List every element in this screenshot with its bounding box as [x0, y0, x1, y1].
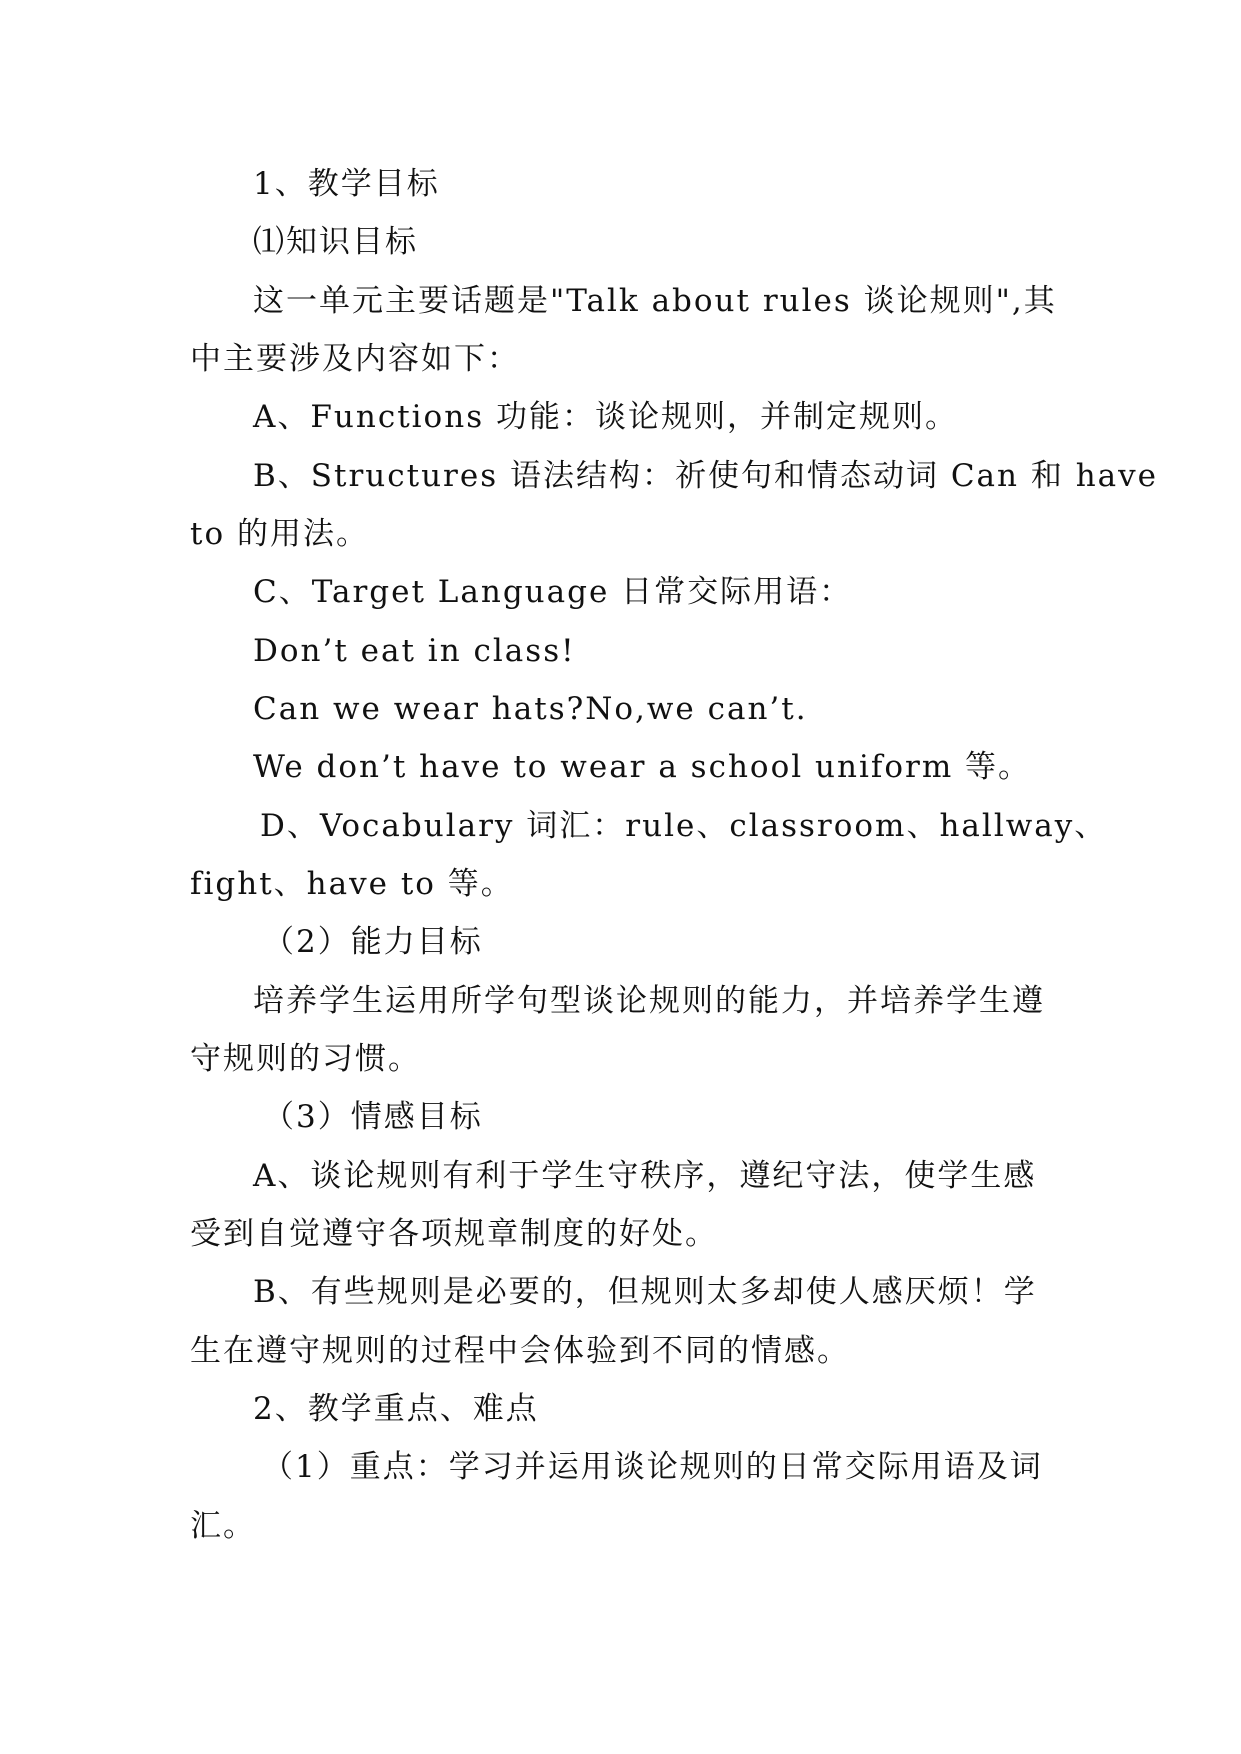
paragraph-line: fight、have to 等。 [190, 866, 514, 902]
paragraph-line: B、有些规则是必要的，但规则太多却使人感厌烦！学 [253, 1274, 1037, 1310]
paragraph-line: D、Vocabulary 词汇：rule、classroom、hallway、 [260, 808, 1108, 844]
paragraph-line: 生在遵守规则的过程中会体验到不同的情感。 [190, 1333, 850, 1369]
paragraph-line: A、谈论规则有利于学生守秩序，遵纪守法，使学生感 [253, 1158, 1037, 1194]
paragraph-line: 受到自觉遵守各项规章制度的好处。 [190, 1216, 718, 1252]
subheading-ability-goals: （2）能力目标 [263, 924, 483, 960]
paragraph-line: （1）重点：学习并运用谈论规则的日常交际用语及词 [262, 1449, 1043, 1485]
paragraph-line: 中主要涉及内容如下： [190, 341, 520, 377]
paragraph-line: B、Structures 语法结构：祈使句和情态动词 Can 和 have [253, 458, 1159, 494]
subheading-knowledge-goals: ⑴知识目标 [253, 224, 418, 260]
example-sentence: Don’t eat in class! [253, 633, 576, 669]
section-heading-key-points: 2、教学重点、难点 [253, 1391, 539, 1427]
paragraph-line: A、Functions 功能：谈论规则，并制定规则。 [253, 399, 958, 435]
section-heading-teaching-goals: 1、教学目标 [253, 166, 440, 202]
paragraph-line: 这一单元主要话题是"Talk about rules 谈论规则",其 [253, 283, 1057, 319]
paragraph-line: 培养学生运用所学句型谈论规则的能力，并培养学生遵 [253, 983, 1045, 1019]
example-sentence: We don’t have to wear a school uniform 等。 [253, 749, 1032, 785]
paragraph-line: C、Target Language 日常交际用语： [253, 574, 853, 610]
paragraph-line: 汇。 [190, 1508, 256, 1544]
subheading-emotional-goals: （3）情感目标 [263, 1099, 483, 1135]
paragraph-line: 守规则的习惯。 [190, 1041, 421, 1077]
example-sentence: Can we wear hats?No,we can’t. [253, 691, 808, 727]
paragraph-line: to 的用法。 [190, 516, 369, 552]
